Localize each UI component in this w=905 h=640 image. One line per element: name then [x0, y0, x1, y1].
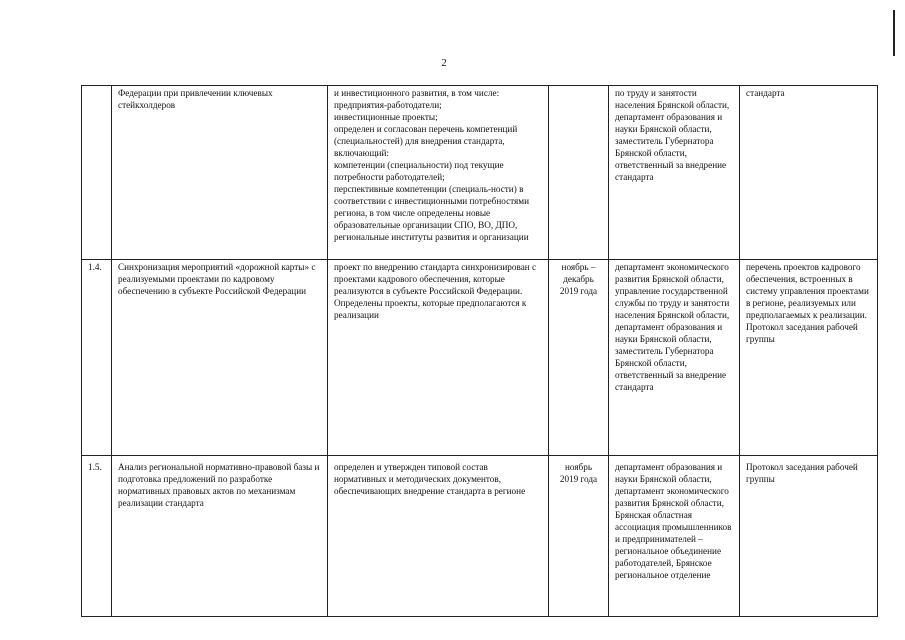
- activity-cell: Федерации при привлечении ключевых стейкхолдеров: [112, 86, 328, 260]
- activity-cell: Синхронизация мероприятий «дорожной карты» с реализуемыми проектами по кадровому обеспечению в субъекте Российской Федерации: [112, 260, 328, 456]
- result-cell: определен и утвержден типовой состав нормативных и методических документов, обеспечивающих внедрение стандарта в регионе: [328, 456, 549, 617]
- row-number-cell: 1.5.: [82, 456, 112, 617]
- page-number: 2: [441, 57, 447, 69]
- page-edge-mark: [893, 10, 895, 56]
- responsible-cell: по труду и занятости населения Брянской области, департамент образования и науки Брянской области, заместитель Губернатора Брянской области, ответственный за внедрение стандарта: [609, 86, 740, 260]
- responsible-cell: департамент образования и науки Брянской области, департамент экономического развития Брянской области, Брянская областная ассоциация промышленников и предпринимателей – региональное объединение работодателей, Брянское региональное отделение: [609, 456, 740, 617]
- deadline-cell: [549, 86, 609, 260]
- responsible-cell: департамент экономического развития Брянской области, управление государственной службы по труду и занятости населения Брянской области, департамент образования и науки Брянской области, заместитель Губернатора Брянской области, ответственный за внедрение стандарта: [609, 260, 740, 456]
- document-cell: Протокол заседания рабочей группы: [740, 456, 878, 617]
- row-number-cell: 1.4.: [82, 260, 112, 456]
- roadmap-table: [81, 85, 878, 617]
- result-cell: проект по внедрению стандарта синхронизирован с проектами кадрового обеспечения, которые реализуются в субъекте Российской Федерации. Определены проекты, которые предполагаются к реализации: [328, 260, 549, 456]
- document-cell: перечень проектов кадрового обеспечения, встроенных в систему управления проектами в регионе, реализуемых или предполагаемых к реализации. Протокол заседания рабочей группы: [740, 260, 878, 456]
- table-row: [82, 456, 878, 617]
- table-row: [82, 86, 878, 260]
- activity-cell: Анализ региональной нормативно-правовой базы и подготовка предложений по разработке нормативных правовых актов по механизмам реализации стандарта: [112, 456, 328, 617]
- document-cell: стандарта: [740, 86, 878, 260]
- deadline-cell: ноябрь – декабрь 2019 года: [549, 260, 609, 456]
- row-number-cell: [82, 86, 112, 260]
- deadline-cell: ноябрь 2019 года: [549, 456, 609, 617]
- table-row: [82, 260, 878, 456]
- result-cell: и инвестиционного развития, в том числе: предприятия-работодатели; инвестиционные проекты; определен и согласован перечень компетенций (специальностей) для внедрения стандарта, включающий: компетенции (специальности) под текущие потребности работодателей; перспективные компетенции (специаль-ности) в соответствии с инвестиционными потребностями региона, в том числе определены новые образовательные организации СПО, ВО, ДПО, региональные институты развития и организации: [328, 86, 549, 260]
